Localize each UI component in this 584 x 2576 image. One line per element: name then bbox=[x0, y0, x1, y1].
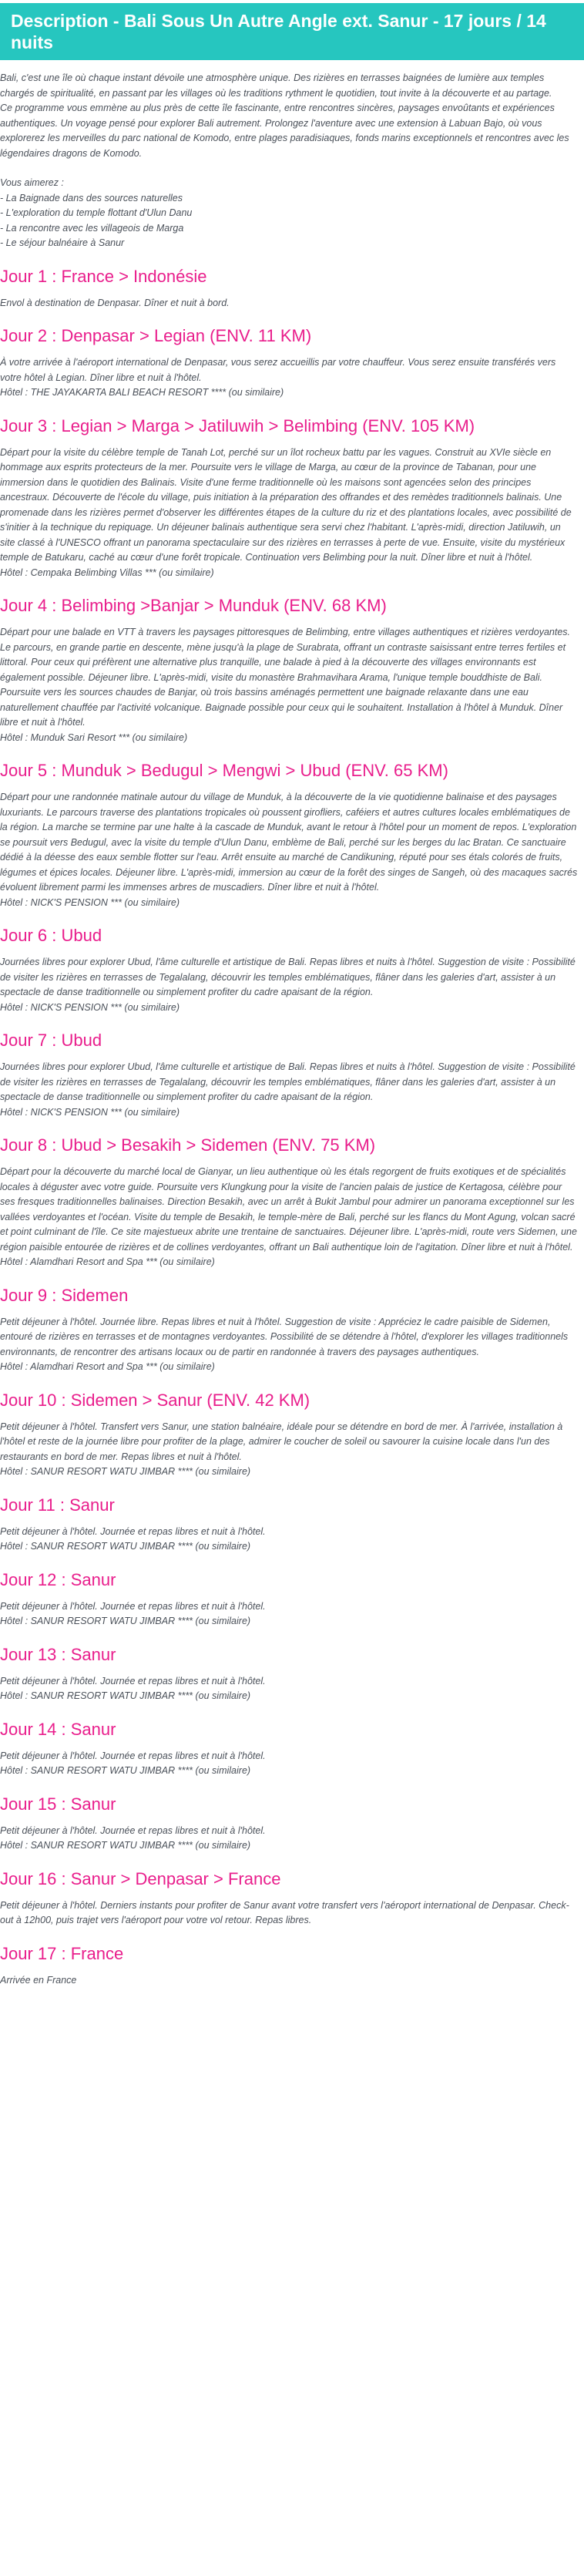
day-title: Jour 4 : Belimbing >Banjar > Munduk (ENV. 68 KM) bbox=[0, 596, 387, 615]
intro-section bbox=[0, 71, 578, 251]
day-paragraph: Envol à destination de Denpasar. Dîner et nuit à bord. bbox=[0, 297, 230, 308]
day-section bbox=[0, 1643, 578, 1704]
day-description bbox=[0, 1420, 578, 1480]
day-description bbox=[0, 1824, 578, 1854]
hotel-line: Hôtel : Munduk Sari Resort *** (ou similaire) bbox=[0, 731, 188, 743]
day-paragraph: Petit déjeuner à l'hôtel. Journée et repas libres et nuit à l'hôtel. bbox=[0, 1675, 266, 1687]
day-paragraph: Journées libres pour explorer Ubud, l'âme culturelle et artistique de Bali. Repas libres et nuits à l'hôtel. Suggestion de visite : Possibilité de visiter les rizières en terrasses de Tegalalang, découvrir les temples emblématiques, flâner dans les galeries d'art, assister à un spectacle de danse traditionnelle ou simplement profiter du cadre apaisant de la région. bbox=[0, 957, 576, 997]
day-section bbox=[0, 325, 578, 401]
content bbox=[0, 60, 584, 2003]
day-title: Jour 10 : Sidemen > Sanur (ENV. 42 KM) bbox=[0, 1390, 310, 1410]
intro-paragraph-2: Ce programme vous emmène au plus près de cette île fascinante, entre rencontres sincères, paysages envoûtants et expériences authentiques. Un voyage pensé pour explorer Bali autrement. Prolongez l'aventure avec une extension à Labuan Bajo, où vous explorerez les merveilles du parc national de Komodo, entre plages paradisiaques, fonds marins exceptionnels et rencontres avec les légendaires dragons de Komodo. bbox=[0, 103, 569, 159]
day-description bbox=[0, 1315, 578, 1375]
day-paragraph: Journées libres pour explorer Ubud, l'âme culturelle et artistique de Bali. Repas libres et nuits à l'hôtel. Suggestion de visite : Possibilité de visiter les rizières en terrasses de Tegalalang, découvrir les temples emblématiques, flâner dans les galeries d'art, assister à un spectacle de danse traditionnelle ou simplement profiter du cadre apaisant de la région. bbox=[0, 1061, 576, 1102]
day-description bbox=[0, 1525, 578, 1555]
day-title: Jour 8 : Ubud > Besakih > Sidemen (ENV. 75 KM) bbox=[0, 1135, 376, 1155]
day-title: Jour 6 : Ubud bbox=[0, 926, 102, 945]
day-section bbox=[0, 1284, 578, 1375]
day-section bbox=[0, 1569, 578, 1629]
day-paragraph: Petit déjeuner à l'hôtel. Journée libre. Repas libres et nuit à l'hôtel. Suggestion de visite : Appréciez le cadre paisible de Sidemen, entouré de rizières en terrasses et de montagnes verdoyantes. Possibilité de se détendre à l'hôtel, d'explorer les villages traditionnels environnants, de rencontrer des artisans locaux ou de partir en randonnée à travers des paysages authentiques. bbox=[0, 1316, 569, 1357]
day-section bbox=[0, 1942, 578, 1989]
hotel-line: Hôtel : Alamdhari Resort and Spa *** (ou similaire) bbox=[0, 1256, 215, 1267]
day-description bbox=[0, 1674, 578, 1704]
day-paragraph: Petit déjeuner à l'hôtel. Journée et repas libres et nuit à l'hôtel. bbox=[0, 1750, 266, 1761]
day-paragraph: Départ pour une balade en VTT à travers les paysages pittoresques de Belimbing, entre villages authentiques et rizières verdoyantes. Le parcours, en grande partie en descente, mène jusqu'à la plage de Surabrata, offrant un contraste saisissant entre terres fertiles et littoral. Pour ceux qui préfèrent une alternative plus tranquille, une balade à pied à la découverte des villages environnants est également possible. Déjeuner libre. L'après-midi, visite du monastère Brahmavihara Arama, l'unique temple bouddhiste de Bali. Poursuite vers les sources chaudes de Banjar, où trois bassins aménagés permettent une baignade relaxante dans une eau naturellement chauffée par l'activité volcanique. Baignade possible pour ceux qui le souhaitent. Installation à l'hôtel à Munduk. Dîner libre et nuit à l'hôtel. bbox=[0, 627, 571, 728]
day-section bbox=[0, 1718, 578, 1779]
day-description bbox=[0, 446, 578, 581]
day-paragraph: Petit déjeuner à l'hôtel. Derniers instants pour profiter de Sanur avant votre transfert vers l'aéroport international de Denpasar. Check-out à 12h00, puis trajet vers l'aéroport pour votre vol retour. Repas libres. bbox=[0, 1899, 569, 1925]
day-section bbox=[0, 415, 578, 581]
hotel-line: Hôtel : SANUR RESORT WATU JIMBAR **** (ou similaire) bbox=[0, 1616, 251, 1626]
hotel-line: Hôtel : NICK'S PENSION *** (ou similaire) bbox=[0, 896, 180, 908]
day-paragraph: Petit déjeuner à l'hôtel. Journée et repas libres et nuit à l'hôtel. bbox=[0, 1600, 266, 1612]
day-description bbox=[0, 1898, 578, 1929]
day-description bbox=[0, 625, 578, 745]
day-title: Jour 1 : France > Indonésie bbox=[0, 266, 207, 286]
day-title: Jour 17 : France bbox=[0, 1943, 124, 1963]
day-paragraph: À votre arrivée à l'aéroport international de Denpasar, vous serez accueillis par votre chauffeur. Vous serez ensuite transférés vers votre hôtel à Legian. Dîner libre et nuit à l'hôtel. bbox=[0, 357, 556, 383]
day-description bbox=[0, 790, 578, 910]
day-paragraph: Petit déjeuner à l'hôtel. Journée et repas libres et nuit à l'hôtel. bbox=[0, 1824, 266, 1836]
day-section bbox=[0, 1029, 578, 1120]
highlight-item: - L'exploration du temple flottant d'Ulun Danu bbox=[0, 207, 193, 218]
day-section bbox=[0, 1793, 578, 1854]
day-title: Jour 5 : Munduk > Bedugul > Mengwi > Ubud (ENV. 65 KM) bbox=[0, 761, 448, 780]
day-description bbox=[0, 955, 578, 1015]
page-title: Description - Bali Sous Un Autre Angle ext. Sanur - 17 jours / 14 nuits bbox=[0, 3, 584, 60]
day-description bbox=[0, 1060, 578, 1120]
highlight-item: - Le séjour balnéaire à Sanur bbox=[0, 237, 125, 248]
highlights-list bbox=[0, 176, 578, 251]
day-title: Jour 9 : Sidemen bbox=[0, 1285, 129, 1305]
highlight-item: - La rencontre avec les villageois de Marga bbox=[0, 222, 184, 234]
day-title: Jour 16 : Sanur > Denpasar > France bbox=[0, 1868, 281, 1888]
day-paragraph: Départ pour la visite du célèbre temple de Tanah Lot, perché sur un îlot rocheux battu par les vagues. Construit au XVIe siècle en hommage aux esprits protecteurs de la mer. Poursuite vers le village de Marga, au cœur de la province de Tabanan, pour une immersion dans le quotidien des Balinais. Visite d'une ferme traditionnelle où les maisons sont agencées selon des principes ancestraux. Découverte de l'école du village, puis initiation à la préparation des offrandes et des remèdes traditionnels balinais. Une promenade dans les rizières permet d'observer les différentes étapes de la culture du riz et des plantations locales, avec possibilité de s'initier à la technique du repiquage. Un déjeuner balinais authentique sera servi chez l'habitant. L'après-midi, direction Jatiluwih, un site classé à l'UNESCO offrant un panorama spectaculaire sur des rizières en terrasses à perte de vue. Ensuite, visite du mystérieux temple de Batukaru, caché au cœur d'une forêt tropicale. Continuation vers Belimbing pour la nuit. Dîner libre et nuit à l'hôtel. bbox=[0, 446, 572, 563]
day-description bbox=[0, 355, 578, 401]
day-description bbox=[0, 1749, 578, 1779]
day-title: Jour 2 : Denpasar > Legian (ENV. 11 KM) bbox=[0, 326, 312, 345]
hotel-line: Hôtel : NICK'S PENSION *** (ou similaire) bbox=[0, 1106, 180, 1118]
highlights-title: Vous aimerez : bbox=[0, 177, 64, 188]
day-title: Jour 13 : Sanur bbox=[0, 1644, 116, 1664]
day-section bbox=[0, 759, 578, 910]
day-description bbox=[0, 1599, 578, 1629]
day-paragraph: Petit déjeuner à l'hôtel. Journée et repas libres et nuit à l'hôtel. bbox=[0, 1525, 266, 1537]
day-section bbox=[0, 594, 578, 745]
hotel-line: Hôtel : SANUR RESORT WATU JIMBAR **** (ou similaire) bbox=[0, 1690, 251, 1701]
itinerary bbox=[0, 265, 578, 1989]
day-section bbox=[0, 1389, 578, 1480]
day-title: Jour 7 : Ubud bbox=[0, 1031, 102, 1050]
day-description bbox=[0, 1165, 578, 1270]
hotel-line: Hôtel : SANUR RESORT WATU JIMBAR **** (ou similaire) bbox=[0, 1541, 251, 1552]
day-title: Jour 3 : Legian > Marga > Jatiluwih > Belimbing (ENV. 105 KM) bbox=[0, 415, 475, 435]
day-title: Jour 15 : Sanur bbox=[0, 1794, 116, 1814]
day-paragraph: Départ pour la découverte du marché local de Gianyar, un lieu authentique où les étals regorgent de fruits exotiques et de spécialités locales à déguster avec votre guide. Poursuite vers Klungkung pour la visite de l'ancien palais de justice de Kertagosa, célèbre pour ses fresques traditionnelles balinaises. Direction Besakih, avec un arrêt à Bukit Jambul pour admirer un panorama exceptionnel sur les vallées verdoyantes et l'océan. Visite du temple de Besakih, le temple-mère de Bali, perché sur les flancs du Mont Agung, volcan sacré et point culminant de l'île. Ce site majestueux abrite une trentaine de sanctuaires. Déjeuner libre. L'après-midi, route vers Sidemen, une région paisible entourée de rizières et de collines verdoyantes, offrant un Bali authentique loin de l'agitation. Dîner libre et nuit à l'hôtel. bbox=[0, 1166, 577, 1253]
day-section bbox=[0, 1134, 578, 1270]
day-section bbox=[0, 1494, 578, 1555]
hotel-line: Hôtel : SANUR RESORT WATU JIMBAR **** (ou similaire) bbox=[0, 1466, 251, 1477]
highlight-item: - La Baignade dans des sources naturelles bbox=[0, 192, 183, 203]
day-section bbox=[0, 924, 578, 1015]
hotel-line: Hôtel : NICK'S PENSION *** (ou similaire) bbox=[0, 1001, 180, 1013]
hotel-line: Hôtel : SANUR RESORT WATU JIMBAR **** (ou similaire) bbox=[0, 1840, 251, 1851]
day-title: Jour 11 : Sanur bbox=[0, 1495, 115, 1515]
hotel-line: Hôtel : Alamdhari Resort and Spa *** (ou similaire) bbox=[0, 1361, 215, 1372]
day-paragraph: Départ pour une randonnée matinale autour du village de Munduk, à la découverte de la vie quotidienne balinaise et des paysages luxuriants. Le parcours traverse des plantations tropicales où poussent girofliers, caféiers et autres cultures locales emblématiques de la région. La marche se termine par une halte à la cascade de Munduk, avant le retour à l'hôtel pour un moment de repos. L'exploration se poursuit vers Bedugul, avec la visite du temple d'Ulun Danu, emblème de Bali, perché sur les berges du lac Bratan. Ce sanctuaire dédié à la déesse des eaux semble flotter sur l'eau. Arrêt ensuite au marché de Candikuning, réputé pour ses étals colorés de fruits, légumes et épices locales. Déjeuner libre. L'après-midi, immersion au cœur de la forêt des singes de Sangeh, où des macaques sacrés évoluent librement parmi les immenses arbres de muscadiers. Dîner libre et nuit à l'hôtel. bbox=[0, 792, 578, 893]
intro-paragraph-1: Bali, c'est une île où chaque instant dévoile une atmosphère unique. Des rizières en terrasses baignées de lumière aux temples chargés de spiritualité, en passant par les villages où les traditions rythment le quotidien, tout invite à la découverte et au partage. bbox=[0, 72, 552, 99]
day-description bbox=[0, 296, 578, 311]
day-section bbox=[0, 265, 578, 311]
day-paragraph: Arrivée en France bbox=[0, 1974, 77, 1986]
hotel-line: Hôtel : SANUR RESORT WATU JIMBAR **** (ou similaire) bbox=[0, 1765, 251, 1776]
hotel-line: Hôtel : Cempaka Belimbing Villas *** (ou similaire) bbox=[0, 567, 214, 578]
day-paragraph: Petit déjeuner à l'hôtel. Transfert vers Sanur, une station balnéaire, idéale pour se détendre en bord de mer. À l'arrivée, installation à l'hôtel et reste de la journée libre pour profiter de la plage, admirer le coucher de soleil ou savourer la cuisine locale dans l'un des restaurants en bord de mer. Repas libres et nuit à l'hôtel. bbox=[0, 1421, 563, 1462]
day-description bbox=[0, 1973, 578, 1989]
day-section bbox=[0, 1868, 578, 1929]
day-title: Jour 14 : Sanur bbox=[0, 1719, 116, 1739]
hotel-line: Hôtel : THE JAYAKARTA BALI BEACH RESORT **** (ou similaire) bbox=[0, 387, 284, 398]
day-title: Jour 12 : Sanur bbox=[0, 1569, 116, 1589]
